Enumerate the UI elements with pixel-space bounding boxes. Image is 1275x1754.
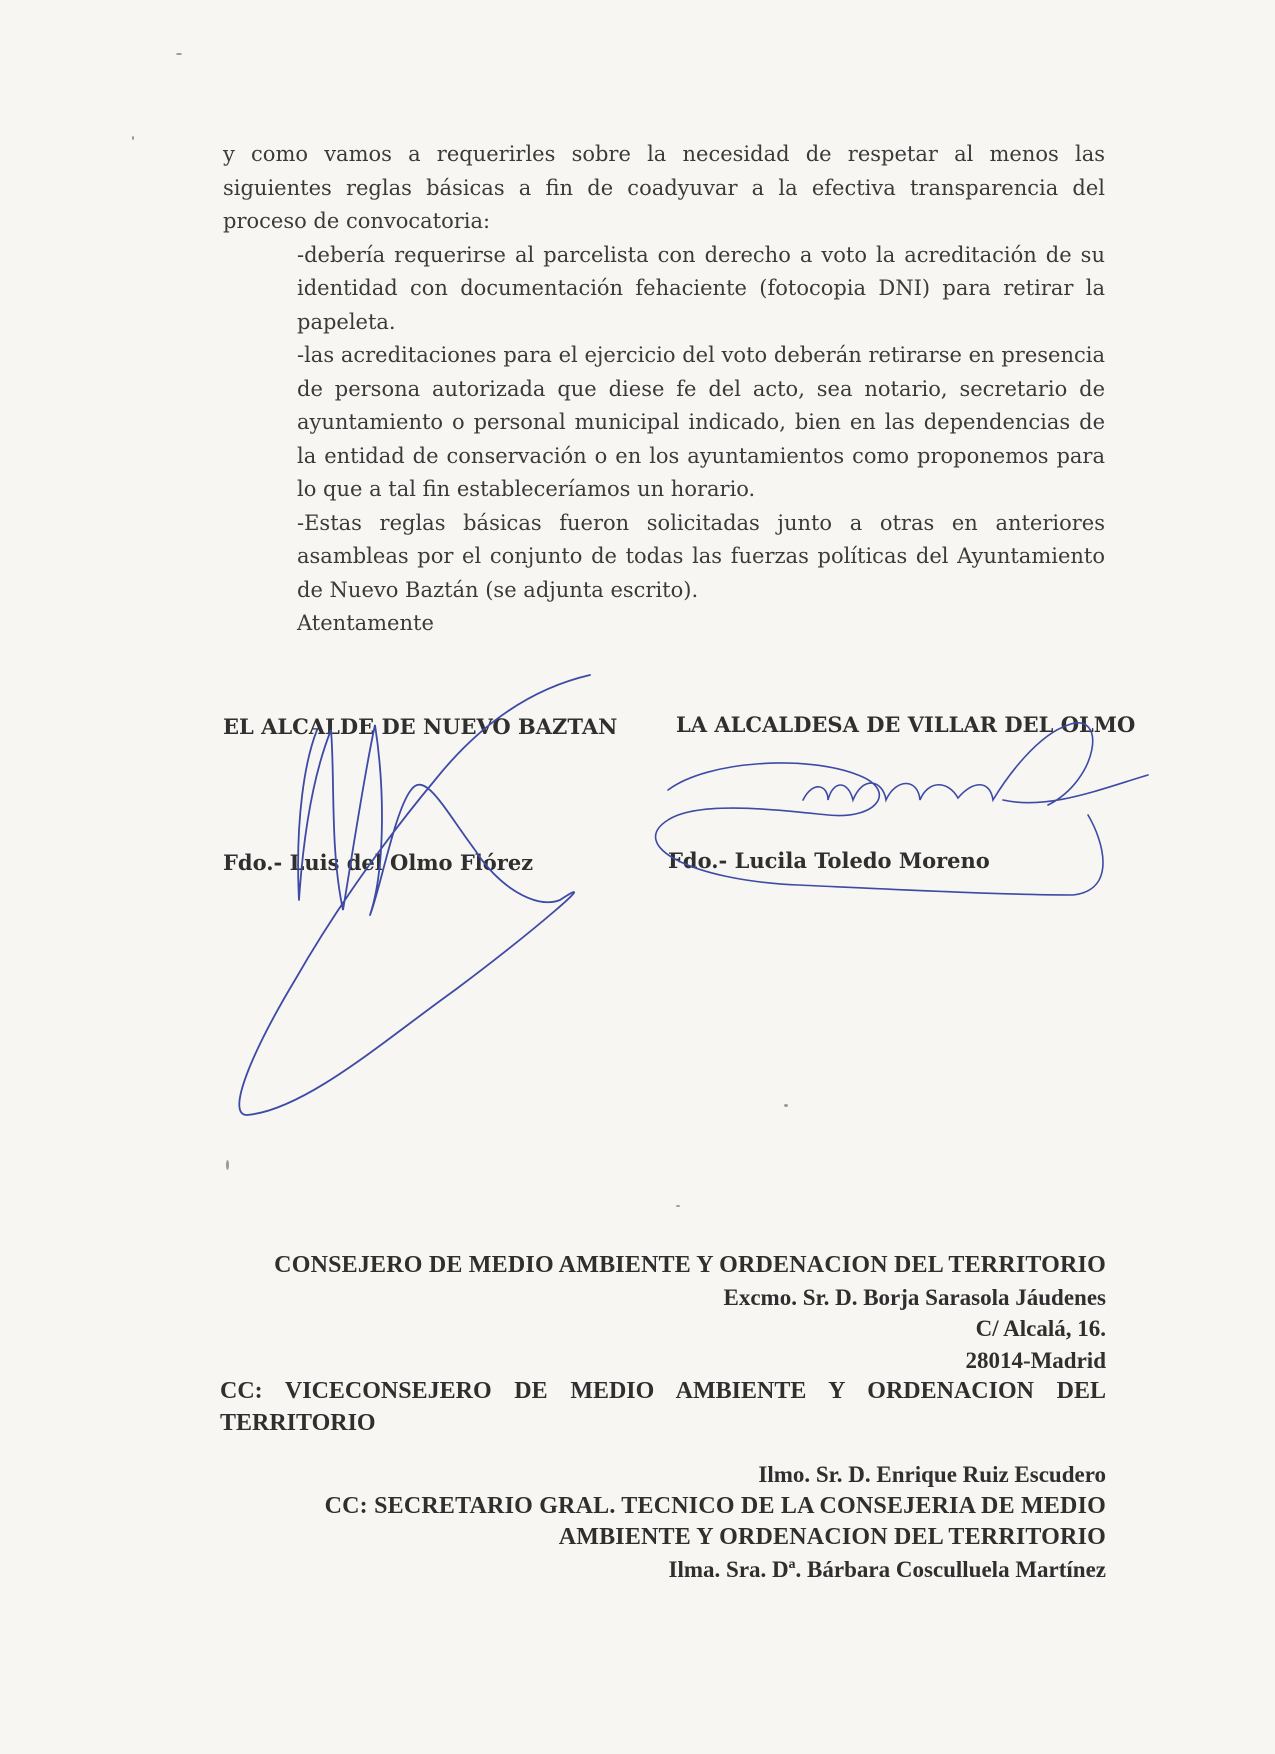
closing-text: Atentamente xyxy=(297,611,434,635)
recipient-title: CONSEJERO DE MEDIO AMBIENTE Y ORDENACION DEL TERRITORIO xyxy=(274,1252,1106,1278)
letter-body xyxy=(223,138,1105,641)
cc1-title-line1: CC: VICECONSEJERO DE MEDIO AMBIENTE Y ORDENACION DEL xyxy=(220,1378,1106,1404)
recipients-block xyxy=(220,1250,1106,1585)
spacer xyxy=(220,1439,1106,1459)
scan-speck xyxy=(676,1205,680,1207)
left-signatory-title: EL ALCALDE DE NUEVO BAZTAN xyxy=(223,714,618,739)
cc2-title-line1: CC: SECRETARIO GRAL. TECNICO DE LA CONSEJERIA DE MEDIO xyxy=(324,1492,1106,1519)
intro-paragraph: y como vamos a requerirles sobre la necesidad de respetar al menos las siguientes reglas básicas a fin de coadyuvar a la efectiva transparencia del proceso de convocatoria: xyxy=(223,142,1105,233)
right-signatory-name: Fdo.- Lucila Toledo Moreno xyxy=(668,848,990,873)
right-signatory-title: LA ALCALDESA DE VILLAR DEL OLMO xyxy=(676,712,1136,737)
cc2-title-line2: AMBIENTE Y ORDENACION DEL TERRITORIO xyxy=(558,1524,1106,1550)
cc1-title-line2: TERRITORIO xyxy=(220,1409,376,1436)
recipient-city: 28014-Madrid xyxy=(965,1347,1106,1373)
cc1-person: Ilmo. Sr. D. Enrique Ruiz Escudero xyxy=(758,1462,1106,1487)
rule-1: -debería requerirse al parcelista con derecho a voto la acreditación de su identidad con documentación fehaciente (fotocopia DNI) para retirar la papeleta. xyxy=(297,242,1105,334)
recipient-person: Excmo. Sr. D. Borja Sarasola Jáudenes xyxy=(723,1284,1106,1310)
scan-speck xyxy=(132,136,134,140)
left-handwritten-signature xyxy=(235,670,615,1130)
cc2-person: Ilma. Sra. Dª. Bárbara Cosculluela Martínez xyxy=(668,1556,1106,1582)
scan-speck xyxy=(176,53,182,55)
left-signatory-name: Fdo.- Luis del Olmo Flórez xyxy=(223,850,534,875)
rule-3: -Estas reglas básicas fueron solicitadas junto a otras en anteriores asambleas por el conjunto de todas las fuerzas políticas del Ayuntamiento de Nuevo Baztán (se adjunta escrito). xyxy=(297,510,1105,602)
scan-speck xyxy=(784,1104,788,1107)
rule-2: -las acreditaciones para el ejercicio del voto deberán retirarse en presencia de persona autorizada que diese fe del acto, sea notario, secretario de ayuntamiento o personal municipal indicado, bien en las dependencias de la entidad de conservación o en los ayuntamientos como proponemos para lo que a tal fin estableceríamos un horario. xyxy=(297,343,1105,501)
scan-speck xyxy=(226,1160,229,1170)
recipient-street: C/ Alcalá, 16. xyxy=(975,1316,1106,1341)
right-handwritten-signature xyxy=(628,720,1168,920)
